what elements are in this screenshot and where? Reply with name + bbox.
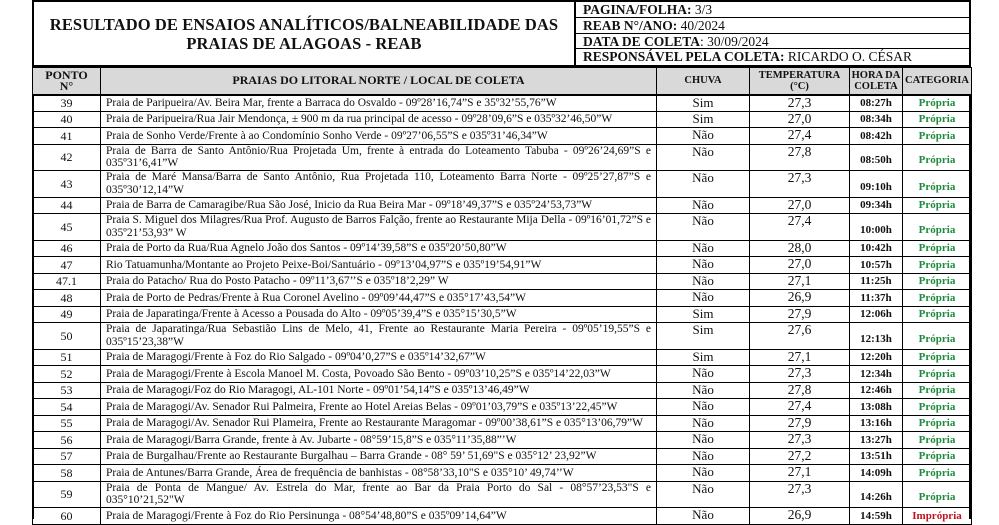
rain-cell: Não xyxy=(657,240,750,257)
category-cell: Própria xyxy=(903,197,972,214)
location-cell: Praia de Maragogi/Barra Grande, frente à Av. Jubarte - 08°59’15,8”S e 035°11’35,88”’W xyxy=(101,432,657,449)
collection-time-cell: 13:27h xyxy=(850,432,903,449)
table-row xyxy=(33,448,972,465)
temperature-cell: 27,4 xyxy=(750,128,850,145)
category-cell: Própria xyxy=(903,349,972,366)
location-cell: Praia de Maragogi/Frente à Foz do Rio Persinunga - 08°54’48,80”S e 035º09’14,64”W xyxy=(101,508,657,525)
category-cell: Própria xyxy=(903,323,972,350)
category-cell: Própria xyxy=(903,144,972,171)
table-row xyxy=(33,257,972,274)
ponto-cell: 42 xyxy=(33,144,101,171)
temperature-cell: 27,3 xyxy=(750,95,850,112)
ponto-cell: 57 xyxy=(33,448,101,465)
col-local: PRAIAS DO LITORAL NORTE / LOCAL DE COLETA xyxy=(101,68,657,95)
location-cell: Praia de Maragogi/Av. Senador Rui Plameira, Frente ao Restaurante Maragomar - 09º00’38,61”S e 035°13’06,79”W xyxy=(101,415,657,432)
temperature-cell: 27,8 xyxy=(750,144,850,171)
collection-time-cell: 08:34h xyxy=(850,111,903,128)
category-cell: Própria xyxy=(903,273,972,290)
results-table xyxy=(32,67,972,525)
category-cell: Própria xyxy=(903,171,972,198)
temperature-cell: 27,0 xyxy=(750,111,850,128)
collection-time-cell: 11:37h xyxy=(850,290,903,307)
report-title-box xyxy=(32,0,576,67)
table-row xyxy=(33,111,972,128)
collection-time-cell: 10:00h xyxy=(850,214,903,241)
collection-time-cell: 12:20h xyxy=(850,349,903,366)
location-cell: Praia do Patacho/ Rua do Posto Patacho - 09º11’3,67’’S e 035º18’2,29” W xyxy=(101,273,657,290)
rain-cell: Não xyxy=(657,273,750,290)
ponto-cell: 58 xyxy=(33,465,101,482)
temperature-cell: 28,0 xyxy=(750,240,850,257)
rain-cell: Não xyxy=(657,465,750,482)
ponto-cell: 49 xyxy=(33,306,101,323)
ponto-cell: 48 xyxy=(33,290,101,307)
table-row xyxy=(33,144,972,171)
ponto-cell: 46 xyxy=(33,240,101,257)
location-cell: Praia de Maré Mansa/Barra de Santo Antônio, Rua Projetada 110, Loteamento Barra Norte - 09º25’27,87”S e 035º30’12,14”W xyxy=(101,171,657,198)
report-meta-box xyxy=(576,0,971,67)
meta-reab-label: REAB N°/ANO: xyxy=(583,17,678,33)
category-cell: Própria xyxy=(903,111,972,128)
table-body xyxy=(33,95,972,525)
ponto-cell: 40 xyxy=(33,111,101,128)
location-cell: Praia de Paripueira/Av. Beira Mar, frente a Barraca do Osvaldo - 09º28’16,74”S e 35º32’55,76”W xyxy=(101,95,657,112)
col-ponto: PONTO N° xyxy=(33,68,101,95)
meta-responsible-value: RICARDO O. CÉSAR xyxy=(784,49,913,65)
table-row xyxy=(33,240,972,257)
rain-cell: Não xyxy=(657,197,750,214)
collection-time-cell: 13:51h xyxy=(850,448,903,465)
report-title-line2: PRAIAS DE ALAGOAS - REAB xyxy=(186,33,422,53)
location-cell: Praia de Barra de Santo Antônio/Rua Projetada Um, frente à entrada do Loteamento Tabuba - 09º26’24,69”S e 035º31’6,41”W xyxy=(101,144,657,171)
category-cell: Imprópria xyxy=(903,508,972,525)
rain-cell: Não xyxy=(657,144,750,171)
temperature-cell: 27,3 xyxy=(750,481,850,508)
table-row xyxy=(33,349,972,366)
rain-cell: Não xyxy=(657,214,750,241)
table-row xyxy=(33,415,972,432)
temperature-cell: 27,3 xyxy=(750,432,850,449)
ponto-cell: 45 xyxy=(33,214,101,241)
rain-cell: Não xyxy=(657,399,750,416)
category-cell: Própria xyxy=(903,382,972,399)
table-row xyxy=(33,197,972,214)
category-cell: Própria xyxy=(903,290,972,307)
ponto-cell: 44 xyxy=(33,197,101,214)
collection-time-cell: 14:59h xyxy=(850,508,903,525)
rain-cell: Não xyxy=(657,171,750,198)
report-title-line1: RESULTADO DE ENSAIOS ANALÍTICOS/BALNEABILIDADE DAS xyxy=(49,14,559,34)
rain-cell: Não xyxy=(657,128,750,145)
location-cell: Praia de Barra de Camaragibe/Rua São José, Inicio da Rua Beira Mar - 09º18’49,37”S e 035º24’53,73”W xyxy=(101,197,657,214)
temperature-cell: 26,9 xyxy=(750,508,850,525)
rain-cell: Não xyxy=(657,508,750,525)
collection-time-cell: 08:42h xyxy=(850,128,903,145)
ponto-cell: 54 xyxy=(33,399,101,416)
ponto-cell: 52 xyxy=(33,366,101,383)
table-row xyxy=(33,366,972,383)
table-row xyxy=(33,214,972,241)
location-cell: Praia de Japaratinga/Frente à Acesso a Pousada do Alto - 09º05’39,4”S e 035°15’30,5”W xyxy=(101,306,657,323)
temperature-cell: 27,0 xyxy=(750,257,850,274)
table-row xyxy=(33,481,972,508)
collection-time-cell: 14:09h xyxy=(850,465,903,482)
collection-time-cell: 11:25h xyxy=(850,273,903,290)
category-cell: Própria xyxy=(903,415,972,432)
rain-cell: Não xyxy=(657,432,750,449)
ponto-cell: 50 xyxy=(33,323,101,350)
category-cell: Própria xyxy=(903,481,972,508)
meta-page-label: PAGINA/FOLHA: xyxy=(583,2,692,17)
table-row xyxy=(33,323,972,350)
temperature-cell: 27,3 xyxy=(750,171,850,198)
table-header-row xyxy=(33,68,972,95)
temperature-cell: 27,6 xyxy=(750,323,850,350)
category-cell: Própria xyxy=(903,399,972,416)
category-cell: Própria xyxy=(903,128,972,145)
ponto-cell: 53 xyxy=(33,382,101,399)
table-row xyxy=(33,399,972,416)
meta-responsible-label: RESPONSÁVEL PELA COLETA: xyxy=(583,49,785,65)
location-cell: Praia de Maragogi/Foz do Rio Maragogi, AL-101 Norte - 09º01’54,14”S e 035º13’46,49”W xyxy=(101,382,657,399)
location-cell: Praia de Maragogi/Av. Senador Rui Palmeira, Frente ao Hotel Areias Belas - 09º01’03,79”S e 035º13’22,45”W xyxy=(101,399,657,416)
location-cell: Praia de Porto de Pedras/Frente à Rua Coronel Avelino - 09º09’44,47”S e 035°17’43,54”W xyxy=(101,290,657,307)
rain-cell: Sim xyxy=(657,323,750,350)
meta-collection-date xyxy=(576,34,969,50)
category-cell: Própria xyxy=(903,214,972,241)
meta-reab-value: 40/2024 xyxy=(677,17,725,33)
collection-time-cell: 14:26h xyxy=(850,481,903,508)
meta-date-value: : 30/09/2024 xyxy=(700,33,769,49)
temperature-cell: 27,4 xyxy=(750,214,850,241)
meta-reab-number xyxy=(576,18,969,34)
location-cell: Praia de Antunes/Barra Grande, Área de frequência de banhistas - 08°58’33,10"S e 035°10’ 49,74’’W xyxy=(101,465,657,482)
rain-cell: Sim xyxy=(657,95,750,112)
category-cell: Própria xyxy=(903,257,972,274)
ponto-cell: 41 xyxy=(33,128,101,145)
temperature-cell: 27,2 xyxy=(750,448,850,465)
temperature-cell: 27,3 xyxy=(750,366,850,383)
meta-responsible xyxy=(576,49,969,65)
category-cell: Própria xyxy=(903,448,972,465)
meta-page-value: 3/3 xyxy=(691,2,713,17)
ponto-cell: 59 xyxy=(33,481,101,508)
rain-cell: Sim xyxy=(657,306,750,323)
temperature-cell: 27,9 xyxy=(750,306,850,323)
collection-time-cell: 10:42h xyxy=(850,240,903,257)
location-cell: Praia de Porto da Rua/Rua Agnelo João dos Santos - 09º14’39,58”S e 035º20’50,80”W xyxy=(101,240,657,257)
ponto-cell: 55 xyxy=(33,415,101,432)
location-cell: Praia de Paripueira/Rua Jair Mendonça, ± 900 m da rua principal de acesso - 09º28’09,6”S e 035º32’46,50”W xyxy=(101,111,657,128)
temperature-cell: 27,1 xyxy=(750,349,850,366)
table-row xyxy=(33,508,972,525)
temperature-cell: 27,8 xyxy=(750,382,850,399)
ponto-cell: 60 xyxy=(33,508,101,525)
temperature-cell: 27,4 xyxy=(750,399,850,416)
ponto-cell: 51 xyxy=(33,349,101,366)
category-cell: Própria xyxy=(903,432,972,449)
meta-page xyxy=(576,2,969,18)
table-row xyxy=(33,306,972,323)
rain-cell: Não xyxy=(657,448,750,465)
table-row xyxy=(33,382,972,399)
category-cell: Própria xyxy=(903,366,972,383)
rain-cell: Sim xyxy=(657,349,750,366)
col-temperatura: TEMPERATURA (°C) xyxy=(750,68,850,95)
temperature-cell: 27,9 xyxy=(750,415,850,432)
table-row xyxy=(33,465,972,482)
table-row xyxy=(33,171,972,198)
collection-time-cell: 09:10h xyxy=(850,171,903,198)
collection-time-cell: 12:13h xyxy=(850,323,903,350)
ponto-cell: 43 xyxy=(33,171,101,198)
location-cell: Praia de Maragogi/Frente à Foz do Rio Salgado - 09º04’0,27”S e 035º14’32,67”W xyxy=(101,349,657,366)
rain-cell: Não xyxy=(657,257,750,274)
table-row xyxy=(33,290,972,307)
meta-date-label: DATA DE COLETA xyxy=(583,33,701,49)
location-cell: Praia de Japaratinga/Rua Sebastião Lins de Melo, 41, Frente ao Restaurante Maria Pereira - 09º05’19,55”S e 035º15’23,38”W xyxy=(101,323,657,350)
location-cell: Praia de Maragogi/Frente à Escola Manoel M. Costa, Povoado São Bento - 09º03’10,25”S e 035º14’22,03”W xyxy=(101,366,657,383)
collection-time-cell: 09:34h xyxy=(850,197,903,214)
ponto-cell: 47.1 xyxy=(33,273,101,290)
collection-time-cell: 13:16h xyxy=(850,415,903,432)
table-row xyxy=(33,95,972,112)
category-cell: Própria xyxy=(903,240,972,257)
rain-cell: Não xyxy=(657,481,750,508)
rain-cell: Não xyxy=(657,382,750,399)
col-chuva: CHUVA xyxy=(657,68,750,95)
table-row xyxy=(33,128,972,145)
collection-time-cell: 12:46h xyxy=(850,382,903,399)
temperature-cell: 26,9 xyxy=(750,290,850,307)
temperature-cell: 27,1 xyxy=(750,465,850,482)
collection-time-cell: 12:06h xyxy=(850,306,903,323)
table-row xyxy=(33,432,972,449)
location-cell: Praia de Ponta de Mangue/ Av. Estrela do Mar, frente ao Bar da Praia Porto do Sal - 08°57’23,53"S e 035°10’21,52"W xyxy=(101,481,657,508)
ponto-cell: 56 xyxy=(33,432,101,449)
temperature-cell: 27,1 xyxy=(750,273,850,290)
temperature-cell: 27,0 xyxy=(750,197,850,214)
rain-cell: Não xyxy=(657,290,750,307)
collection-time-cell: 12:34h xyxy=(850,366,903,383)
rain-cell: Não xyxy=(657,415,750,432)
location-cell: Praia S. Miguel dos Milagres/Rua Prof. Augusto de Barros Falção, frente ao Restaurante Mija Della - 09º16’01,72”S e 035º21’53,93” W xyxy=(101,214,657,241)
rain-cell: Sim xyxy=(657,111,750,128)
collection-time-cell: 08:27h xyxy=(850,95,903,112)
collection-time-cell: 10:57h xyxy=(850,257,903,274)
location-cell: Praia de Burgalhau/Frente ao Restaurante Burgalhau – Barra Grande - 08° 59’ 51,69"S e 035°12’ 23,92”W xyxy=(101,448,657,465)
table-row xyxy=(33,273,972,290)
collection-time-cell: 13:08h xyxy=(850,399,903,416)
category-cell: Própria xyxy=(903,306,972,323)
category-cell: Própria xyxy=(903,465,972,482)
ponto-cell: 39 xyxy=(33,95,101,112)
col-hora: HORA DA COLETA xyxy=(850,68,903,95)
col-categoria: CATEGORIA xyxy=(903,68,972,95)
collection-time-cell: 08:50h xyxy=(850,144,903,171)
rain-cell: Não xyxy=(657,366,750,383)
location-cell: Praia de Sonho Verde/Frente à ao Condomínio Sonho Verde - 09º27’06,55”S e 035º31’46,34”W xyxy=(101,128,657,145)
location-cell: Rio Tatuamunha/Montante ao Projeto Peixe-Boi/Santuário - 09º13’04,97”S e 035º19’54,91”W xyxy=(101,257,657,274)
ponto-cell: 47 xyxy=(33,257,101,274)
category-cell: Própria xyxy=(903,95,972,112)
